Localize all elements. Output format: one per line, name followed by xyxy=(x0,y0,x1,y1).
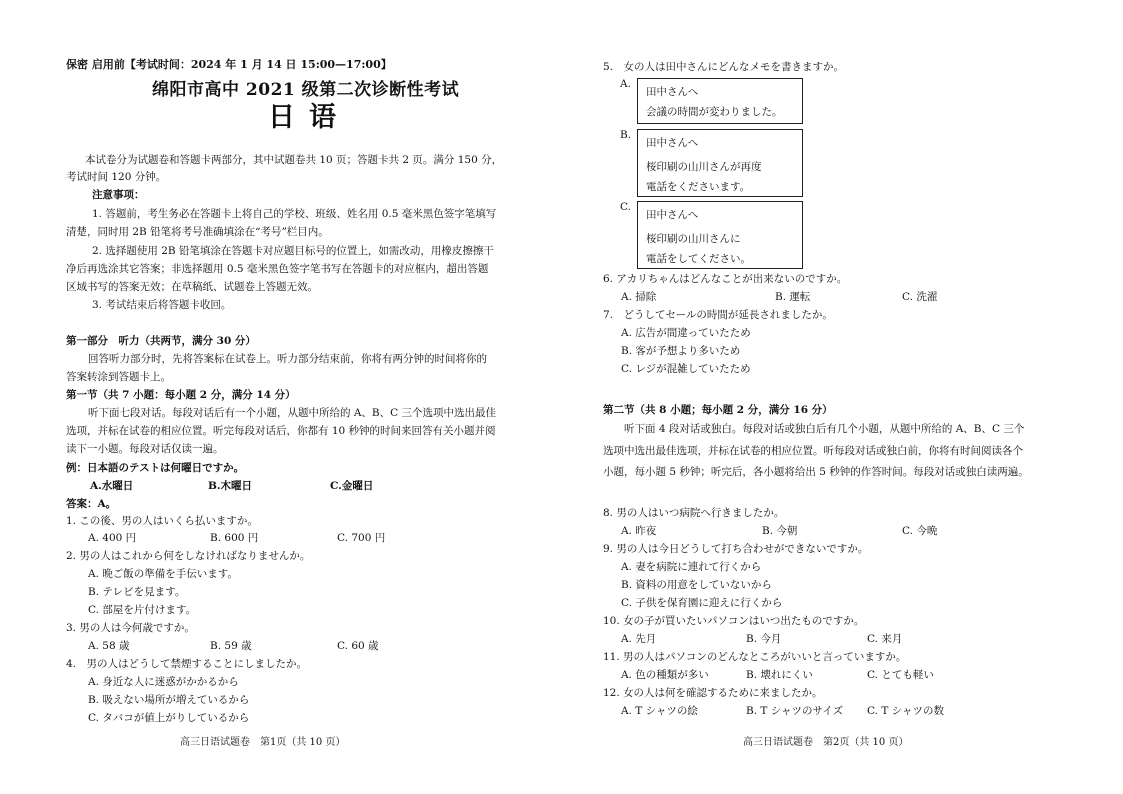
q1-option-a: A. 400 円 xyxy=(88,532,137,544)
note-line-5: 区域书写的答案无效；在草稿纸、试题卷上答题无效。 xyxy=(66,281,318,293)
q12-option-c: C. T シャツの数 xyxy=(867,705,944,717)
q6-option-c: C. 洗濯 xyxy=(902,291,938,303)
q4-option-b: B. 吸えない場所が増えているから xyxy=(88,694,250,706)
exam-header-line: 保密 启用前【考试时间：2024 年 1 月 14 日 15:00—17:00】 xyxy=(66,58,392,71)
part1-title: 第一部分 听力（共两节，满分 30 分） xyxy=(66,335,256,347)
q7-option-c: C. レジが混雑していたため xyxy=(621,363,751,375)
q3-option-a: A. 58 歳 xyxy=(88,640,130,652)
right-page-footer: 高三日语试题卷 第2页（共 10 页） xyxy=(743,737,909,748)
memo-a-label: A. xyxy=(620,78,631,90)
question-3: 3. 男の人は今何歳ですか。 xyxy=(66,622,195,634)
question-4: 4. 男の人はどうして禁煙することにしましたか。 xyxy=(66,658,308,670)
q1-option-c: C. 700 円 xyxy=(337,532,386,544)
example-question: 例：日本語のテストは何曜日ですか。 xyxy=(66,462,245,474)
q9-option-a: A. 妻を病院に連れて行くから xyxy=(621,561,762,573)
question-8: 8. 男の人はいつ病院へ行きましたか。 xyxy=(603,507,785,519)
memo-c-line-3: 電話をしてください。 xyxy=(646,253,751,265)
memo-a-line-2: 会議の時間が変わりました。 xyxy=(646,106,783,118)
notes-title: 注意事项： xyxy=(92,189,145,201)
section1-title: 第一节（共 7 小题：每小题 2 分，满分 14 分） xyxy=(66,389,296,401)
q9-option-c: C. 子供を保育園に迎えに行くから xyxy=(621,597,783,609)
q11-option-c: C. とても軽い xyxy=(867,669,934,681)
example-answer: 答案：A。 xyxy=(66,498,117,510)
q12-option-a: A. T シャツの絵 xyxy=(621,705,698,717)
memo-b-line-1: 田中さんへ xyxy=(646,137,699,149)
q2-option-b: B. テレビを見ます。 xyxy=(88,586,186,598)
section2-title: 第二节（共 8 小题；每小题 2 分，满分 16 分） xyxy=(603,404,833,416)
q10-option-b: B. 今月 xyxy=(746,633,782,645)
question-5: 5. 女の人は田中さんにどんなメモを書きますか。 xyxy=(603,61,845,73)
q11-option-b: B. 壊れにくい xyxy=(746,669,813,681)
q8-option-b: B. 今朝 xyxy=(762,525,798,537)
question-2: 2. 男の人はこれから何をしなければなりませんか。 xyxy=(66,550,311,562)
q11-option-a: A. 色の種類が多い xyxy=(621,669,709,681)
question-10: 10. 女の子が買いたいパソコンはいつ出たものですか。 xyxy=(603,615,865,627)
q6-option-a: A. 掃除 xyxy=(621,291,657,303)
memo-c-line-1: 田中さんへ xyxy=(646,209,699,221)
q8-option-a: A. 昨夜 xyxy=(621,525,657,537)
q2-option-a: A. 晩ご飯の準備を手伝います。 xyxy=(88,568,238,580)
memo-b-box xyxy=(637,129,803,197)
q4-option-c: C. タバコが値上がりしているから xyxy=(88,712,250,724)
section1-desc-3: 读下一小题。每段对话仅读一遍。 xyxy=(66,443,224,455)
q3-option-c: C. 60 歳 xyxy=(337,640,379,652)
question-12: 12. 女の人は何を確認するために来ましたか。 xyxy=(603,687,823,699)
exam-title: 绵阳市高中 2021 级第二次诊断性考试 xyxy=(152,80,460,100)
q12-option-b: B. T シャツのサイズ xyxy=(746,705,844,717)
memo-c-box xyxy=(637,201,803,269)
part1-desc-2: 答案转涂到答题卡上。 xyxy=(66,371,171,383)
example-option-a: A.水曜日 xyxy=(90,480,134,492)
q2-option-c: C. 部屋を片付けます。 xyxy=(88,604,196,616)
q10-option-a: A. 先月 xyxy=(621,633,657,645)
memo-a-box xyxy=(637,78,803,124)
q4-option-a: A. 身近な人に迷惑がかかるから xyxy=(88,676,239,688)
memo-c-label: C. xyxy=(620,201,631,213)
intro-line-1: 本试卷分为试题卷和答题卡两部分，其中试题卷共 10 页；答题卡共 2 页。满分 150 分， xyxy=(85,154,503,166)
q3-option-b: B. 59 歳 xyxy=(210,640,252,652)
memo-b-line-3: 電話をくださいます。 xyxy=(646,181,751,193)
memo-b-label: B. xyxy=(620,129,632,141)
question-11: 11. 男の人はパソコンのどんなところがいいと言っていますか。 xyxy=(603,651,907,663)
section2-desc-2: 选项中选出最佳选项，并标在试卷的相应位置。听每段对话或独白前，你将有时间阅读各个 xyxy=(603,445,1023,457)
question-7: 7. どうしてセールの時間が延長されましたか。 xyxy=(603,309,833,321)
left-page-footer: 高三日语试题卷 第1页（共 10 页） xyxy=(180,737,346,748)
memo-a-line-1: 田中さんへ xyxy=(646,86,699,98)
question-1: 1. この後、男の人はいくら払いますか。 xyxy=(66,515,258,527)
section2-desc-1: 听下面 4 段对话或独白。每段对话或独白后有几个小题，从题中所给的 A、B、C 三个 xyxy=(624,423,1025,435)
subject-title: 日语 xyxy=(268,102,350,133)
q6-option-b: B. 運転 xyxy=(775,291,811,303)
section1-desc-2: 选项，并标在试卷的相应位置。听完每段对话后，你都有 10 秒钟的时间来回答有关小题并阅 xyxy=(66,425,496,437)
memo-b-line-2: 桜印刷の山川さんが再度 xyxy=(646,161,762,173)
section2-desc-3: 小题，每小题 5 秒钟；听完后，各小题将给出 5 秒钟的作答时间。每段对话或独白读两遍。 xyxy=(603,466,1029,478)
note-line-6: 3. 考试结束后将答题卡收回。 xyxy=(92,299,232,311)
q7-option-a: A. 広告が間違っていたため xyxy=(621,327,751,339)
q7-option-b: B. 客が予想より多いため xyxy=(621,345,741,357)
question-9: 9. 男の人は今日どうして打ち合わせができないですか。 xyxy=(603,543,869,555)
section1-desc-1: 听下面七段对话。每段对话后有一个小题，从题中所给的 A、B、C 三个选项中选出最佳 xyxy=(88,407,497,419)
note-line-1: 1. 答题前，考生务必在答题卡上将自己的学校、班级、姓名用 0.5 毫米黑色签字笔填写 xyxy=(92,208,497,220)
q1-option-b: B. 600 円 xyxy=(210,532,259,544)
question-6: 6. アカリちゃんはどんなことが出来ないのですか。 xyxy=(603,273,848,285)
example-option-b: B.木曜日 xyxy=(208,480,253,492)
memo-c-line-2: 桜印刷の山川さんに xyxy=(646,233,741,245)
example-option-c: C.金曜日 xyxy=(330,480,374,492)
q9-option-b: B. 資料の用意をしていないから xyxy=(621,579,772,591)
q8-option-c: C. 今晩 xyxy=(902,525,938,537)
intro-line-2: 考试时间 120 分钟。 xyxy=(66,171,167,183)
note-line-2: 清楚，同时用 2B 铅笔将考号准确填涂在“考号”栏目内。 xyxy=(66,226,329,238)
part1-desc-1: 回答听力部分时，先将答案标在试卷上。听力部分结束前，你将有两分钟的时间将你的 xyxy=(88,353,487,365)
note-line-4: 净后再选涂其它答案；非选择题用 0.5 毫米黑色签字笔书写在答题卡的对应框内，超出答题 xyxy=(66,263,489,275)
q10-option-c: C. 来月 xyxy=(867,633,903,645)
note-line-3: 2. 选择题使用 2B 铅笔填涂在答题卡对应题目标号的位置上，如需改动，用橡皮擦擦干 xyxy=(92,245,494,257)
